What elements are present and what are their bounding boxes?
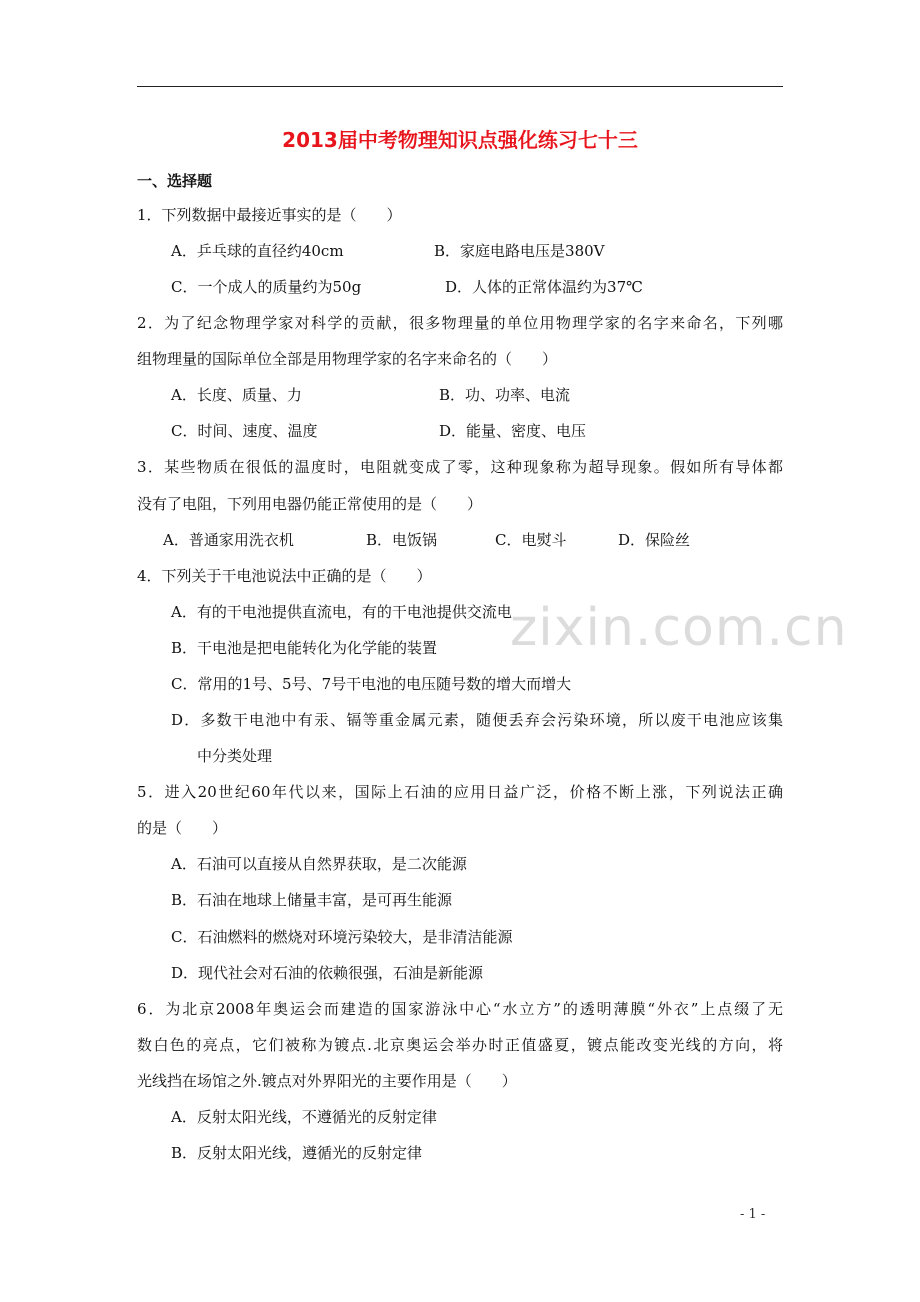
question-2-option-d: D．能量、密度、电压: [439, 422, 587, 440]
question-5-option-c: C．石油燃料的燃烧对环境污染较大，是非清洁能源: [171, 928, 513, 946]
question-4-option-d-line-2: 中分类处理: [197, 747, 273, 765]
question-3-option-c: C．电熨斗: [495, 531, 567, 549]
question-4-option-a: A．有的干电池提供直流电，有的干电池提供交流电: [171, 603, 512, 621]
question-2-option-c: C．时间、速度、温度: [171, 422, 318, 440]
question-5-option-d: D．现代社会对石油的依赖很强，石油是新能源: [171, 964, 484, 982]
header-rule: [137, 86, 783, 87]
question-6-stem-line-2: 数白色的亮点，它们被称为镀点.北京奥运会举办时正值盛夏，镀点能改变光线的方向，将: [137, 1036, 783, 1054]
section-heading: 一、选择题: [137, 172, 213, 190]
question-3-option-a: A．普通家用洗衣机: [163, 531, 294, 549]
question-6-option-b: B．反射太阳光线，遵循光的反射定律: [171, 1144, 423, 1162]
question-3-option-b: B．电饭锅: [366, 531, 438, 549]
question-1-stem: 1．下列数据中最接近事实的是（ ）: [137, 206, 402, 224]
question-5-option-b: B．石油在地球上储量丰富，是可再生能源: [171, 891, 453, 909]
question-5-stem-line-2: 的是（ ）: [137, 819, 228, 837]
question-4-option-c: C．常用的1号、5号、7号干电池的电压随号数的增大而增大: [171, 675, 572, 693]
question-1-option-d: D．人体的正常体温约为37℃: [445, 278, 643, 296]
question-2-option-a: A．长度、质量、力: [171, 386, 302, 404]
question-4-stem: 4．下列关于干电池说法中正确的是（ ）: [137, 567, 432, 585]
question-6-option-a: A．反射太阳光线，不遵循光的反射定律: [171, 1108, 437, 1126]
question-3-option-d: D．保险丝: [618, 531, 691, 549]
question-3-stem-line-2: 没有了电阻，下列用电器仍能正常使用的是（ ）: [137, 495, 483, 513]
watermark: zixin.com.cn: [510, 598, 848, 658]
question-2-option-b: B．功、功率、电流: [439, 386, 571, 404]
question-4-option-d-line-1: D．多数干电池中有汞、镉等重金属元素，随便丢弃会污染环境，所以废干电池应该集: [171, 711, 783, 729]
question-1-option-b: B．家庭电路电压是380V: [434, 242, 605, 260]
page-number: - 1 -: [740, 1207, 766, 1222]
question-1-option-c: C．一个成人的质量约为50g: [171, 278, 362, 296]
page-title: 2013届中考物理知识点强化练习七十三: [282, 128, 638, 152]
question-5-option-a: A．石油可以直接从自然界获取，是二次能源: [171, 855, 467, 873]
question-2-stem-line-1: 2．为了纪念物理学家对科学的贡献，很多物理量的单位用物理学家的名字来命名，下列哪: [137, 314, 783, 332]
question-6-stem-line-3: 光线挡在场馆之外.镀点对外界阳光的主要作用是（ ）: [137, 1072, 517, 1090]
question-1-option-a: A．乒乓球的直径约40cm: [171, 242, 344, 260]
question-3-stem-line-1: 3．某些物质在很低的温度时，电阻就变成了零，这种现象称为超导现象。假如所有导体都: [137, 458, 783, 476]
question-5-stem-line-1: 5．进入20世纪60年代以来，国际上石油的应用日益广泛，价格不断上涨，下列说法正确: [137, 783, 783, 801]
question-4-option-b: B．干电池是把电能转化为化学能的装置: [171, 639, 438, 657]
question-2-stem-line-2: 组物理量的国际单位全部是用物理学家的名字来命名的（ ）: [137, 350, 558, 368]
question-6-stem-line-1: 6．为北京2008年奥运会而建造的国家游泳中心“水立方”的透明薄膜“外衣”上点缀了无: [137, 1000, 783, 1018]
